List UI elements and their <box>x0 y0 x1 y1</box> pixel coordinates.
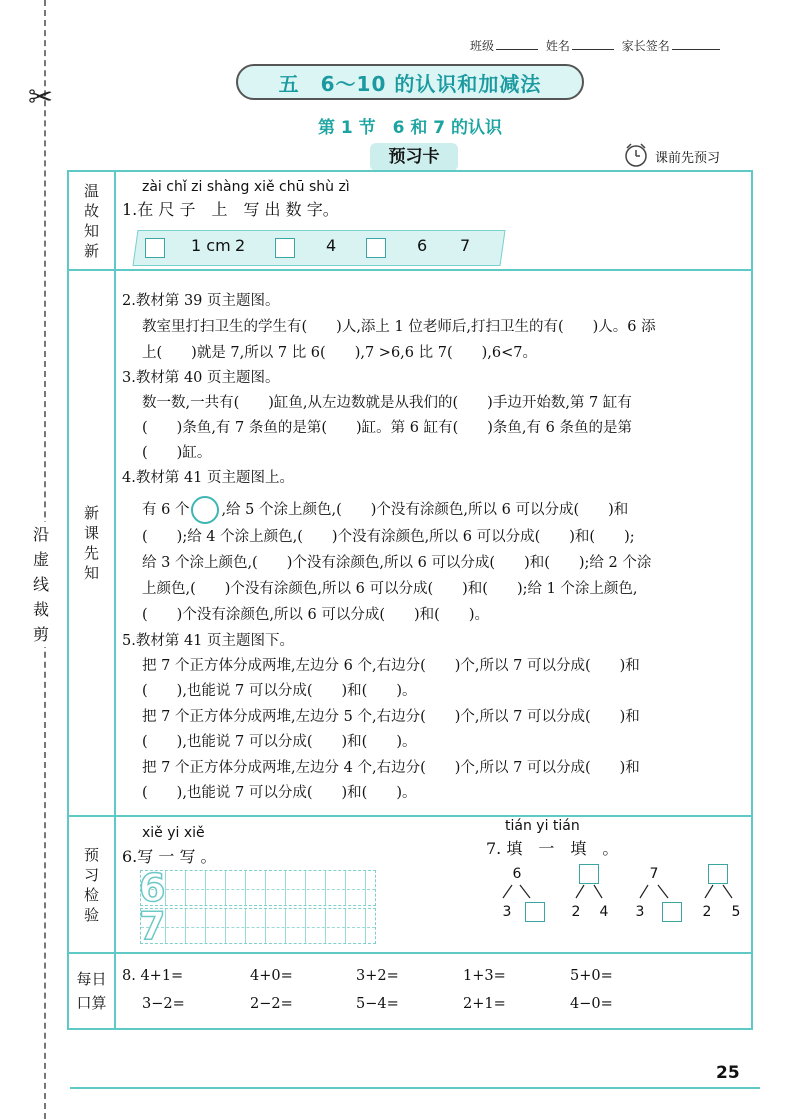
name-field[interactable] <box>572 49 614 50</box>
calc-item: 3−2= <box>142 996 185 1012</box>
tree-left-number: 2 <box>571 904 581 920</box>
grid-line <box>265 909 266 943</box>
q3-heading: 3.教材第 40 页主题图。 <box>122 370 280 386</box>
tree-top-number: 7 <box>649 866 659 882</box>
tree-answer-box[interactable] <box>662 902 682 922</box>
q3-line: ( )条鱼,有 7 条鱼的是第( )缸。第 6 缸有( )条鱼,有 6 条鱼的是第 <box>142 420 632 436</box>
q4-line: ( )个没有涂颜色,所以 6 可以分成( )和( )。 <box>142 607 489 623</box>
divider <box>114 172 116 1028</box>
q1-pinyin: zài chǐ zi shàng xiě chū shù zì <box>142 179 350 195</box>
grid-line <box>265 871 266 905</box>
q5-line: ( ),也能说 7 可以分成( )和( )。 <box>142 683 417 699</box>
q5-line: ( ),也能说 7 可以分成( )和( )。 <box>142 785 417 801</box>
q1-text: 1.在 尺 子 上 写 出 数 字。 <box>122 200 339 219</box>
trace-digit: 7 <box>139 904 166 948</box>
ruler-number: 2 <box>235 236 246 255</box>
tree-top-number: 6 <box>512 866 522 882</box>
divider <box>69 952 751 954</box>
q5-line: ( ),也能说 7 可以分成( )和( )。 <box>142 734 417 750</box>
writing-grid-row[interactable] <box>139 866 376 910</box>
unit-title: 五 6～10 的认识和加减法 <box>236 64 584 100</box>
q3-line: ( )缸。 <box>142 445 212 461</box>
q4-line: ( );给 4 个涂上颜色,( )个没有涂颜色,所以 6 可以分成( )和( ); <box>142 529 635 545</box>
row-label-check: 预习检验 <box>83 845 99 924</box>
q4-line: 上颜色,( )个没有涂颜色,所以 6 可以分成( )和( );给 1 个涂上颜色, <box>142 581 638 597</box>
grid-line <box>305 871 306 905</box>
q3-line: 数一数,一共有( )缸鱼,从左边数就是从我们的( )手边开始数,第 7 缸有 <box>142 395 632 411</box>
calc-item: 5−4= <box>356 996 399 1012</box>
grid-line <box>205 871 206 905</box>
calc-item: 1+3= <box>463 968 506 984</box>
grid-line <box>345 909 346 943</box>
tree-left-number: 3 <box>502 904 512 920</box>
ruler-number: 1 cm <box>191 236 231 255</box>
calc-item: 4+0= <box>250 968 293 984</box>
q4-line-first <box>142 496 628 524</box>
grid-line <box>325 909 326 943</box>
tree-right-number: 5 <box>731 904 741 920</box>
q5-line: 把 7 个正方体分成两堆,左边分 4 个,右边分( )个,所以 7 可以分成( )和 <box>142 760 640 776</box>
calc-item: 8. 4+1= <box>122 968 184 984</box>
footer-rule <box>70 1087 760 1089</box>
q5-line: 把 7 个正方体分成两堆,左边分 6 个,右边分( )个,所以 7 可以分成( )和 <box>142 658 640 674</box>
grid-line <box>225 871 226 905</box>
grid-line <box>245 871 246 905</box>
q4-text: 有 6 个 <box>142 502 190 518</box>
grid-line <box>205 909 206 943</box>
ruler <box>135 230 503 266</box>
grid-line <box>285 909 286 943</box>
cut-char: 剪 <box>32 625 49 644</box>
section-title: 第 1 节 6 和 7 的认识 <box>317 118 503 138</box>
tree-answer-box[interactable] <box>525 902 545 922</box>
q7-text: 7. 填 一 填 。 <box>486 839 619 858</box>
calc-item: 4−0= <box>570 996 613 1012</box>
q6-pinyin: xiě yi xiě <box>142 825 205 841</box>
grid-line <box>365 871 366 905</box>
calc-item: 2−2= <box>250 996 293 1012</box>
answer-box[interactable] <box>145 238 165 258</box>
calc-item: 3+2= <box>356 968 399 984</box>
name-label: 姓名 <box>545 39 570 53</box>
ruler-number: 4 <box>326 236 337 255</box>
alarm-clock-icon <box>622 141 650 169</box>
calc-item: 5+0= <box>570 968 613 984</box>
daily-label-line: 每日 <box>76 970 107 988</box>
q7-pinyin: tián yi tián <box>505 818 580 834</box>
card-title: 预习卡 <box>370 143 458 171</box>
class-field[interactable] <box>496 49 538 50</box>
q5-line: 把 7 个正方体分成两堆,左边分 5 个,右边分( )个,所以 7 可以分成( )和 <box>142 709 640 725</box>
calc-item: 2+1= <box>463 996 506 1012</box>
q2-line: 上( )就是 7,所以 7 比 6( ),7 >6,6 比 7( ),6<7。 <box>142 345 537 361</box>
divider <box>69 269 751 271</box>
grid-line <box>225 909 226 943</box>
parent-signature-field[interactable] <box>672 49 720 50</box>
tree-left-number: 3 <box>635 904 645 920</box>
guide-line <box>141 889 375 890</box>
parent-signature-label: 家长签名 <box>621 39 670 53</box>
q2-heading: 2.教材第 39 页主题图。 <box>122 293 280 309</box>
cut-char: 线 <box>32 575 49 594</box>
grid-line <box>185 909 186 943</box>
q5-heading: 5.教材第 41 页主题图下。 <box>122 633 295 649</box>
grid-line <box>365 909 366 943</box>
cut-char: 虚 <box>32 550 49 569</box>
tree-right-number: 4 <box>599 904 609 920</box>
scissors-icon: ✂ <box>28 80 54 115</box>
q6-text: 6.写 一 写 。 <box>122 847 217 866</box>
q2-line: 教室里打扫卫生的学生有( )人,添上 1 位老师后,打扫卫生的有( )人。6 添 <box>142 319 656 335</box>
ruler-number: 6 <box>417 236 428 255</box>
daily-label-line: 口算 <box>76 994 107 1012</box>
q4-heading: 4.教材第 41 页主题图上。 <box>122 470 295 486</box>
grid-line <box>345 871 346 905</box>
row-label-daily <box>69 954 114 1028</box>
grid-line <box>305 909 306 943</box>
preview-label: 课前先预习 <box>655 151 721 166</box>
cut-instruction <box>26 522 56 647</box>
answer-box[interactable] <box>366 238 386 258</box>
trace-digit: 6 <box>139 866 166 910</box>
answer-box[interactable] <box>275 238 295 258</box>
cut-char: 裁 <box>32 600 49 619</box>
ruler-body <box>132 230 505 266</box>
guide-line <box>141 927 375 928</box>
row-label-new: 新课先知 <box>83 504 99 582</box>
grid-line <box>325 871 326 905</box>
header-fields <box>470 37 724 54</box>
circle-icon <box>191 496 219 524</box>
grid-line <box>285 871 286 905</box>
page-number: 25 <box>716 1063 740 1083</box>
ruler-number: 7 <box>460 236 471 255</box>
cut-char: 沿 <box>32 525 49 544</box>
grid-line <box>245 909 246 943</box>
writing-grid-row[interactable] <box>139 904 376 948</box>
grid-line <box>185 871 186 905</box>
class-label: 班级 <box>470 39 495 53</box>
tree-left-number: 2 <box>702 904 712 920</box>
tree-answer-box[interactable] <box>579 864 599 884</box>
tree-answer-box[interactable] <box>708 864 728 884</box>
row-label-review: 温故知新 <box>83 181 99 260</box>
q4-line: 给 3 个涂上颜色,( )个没有涂颜色,所以 6 可以分成( )和( );给 2 个涂 <box>142 555 652 571</box>
divider <box>69 815 751 817</box>
q4-text: ,给 5 个涂上颜色,( )个没有涂颜色,所以 6 可以分成( )和 <box>221 502 629 518</box>
